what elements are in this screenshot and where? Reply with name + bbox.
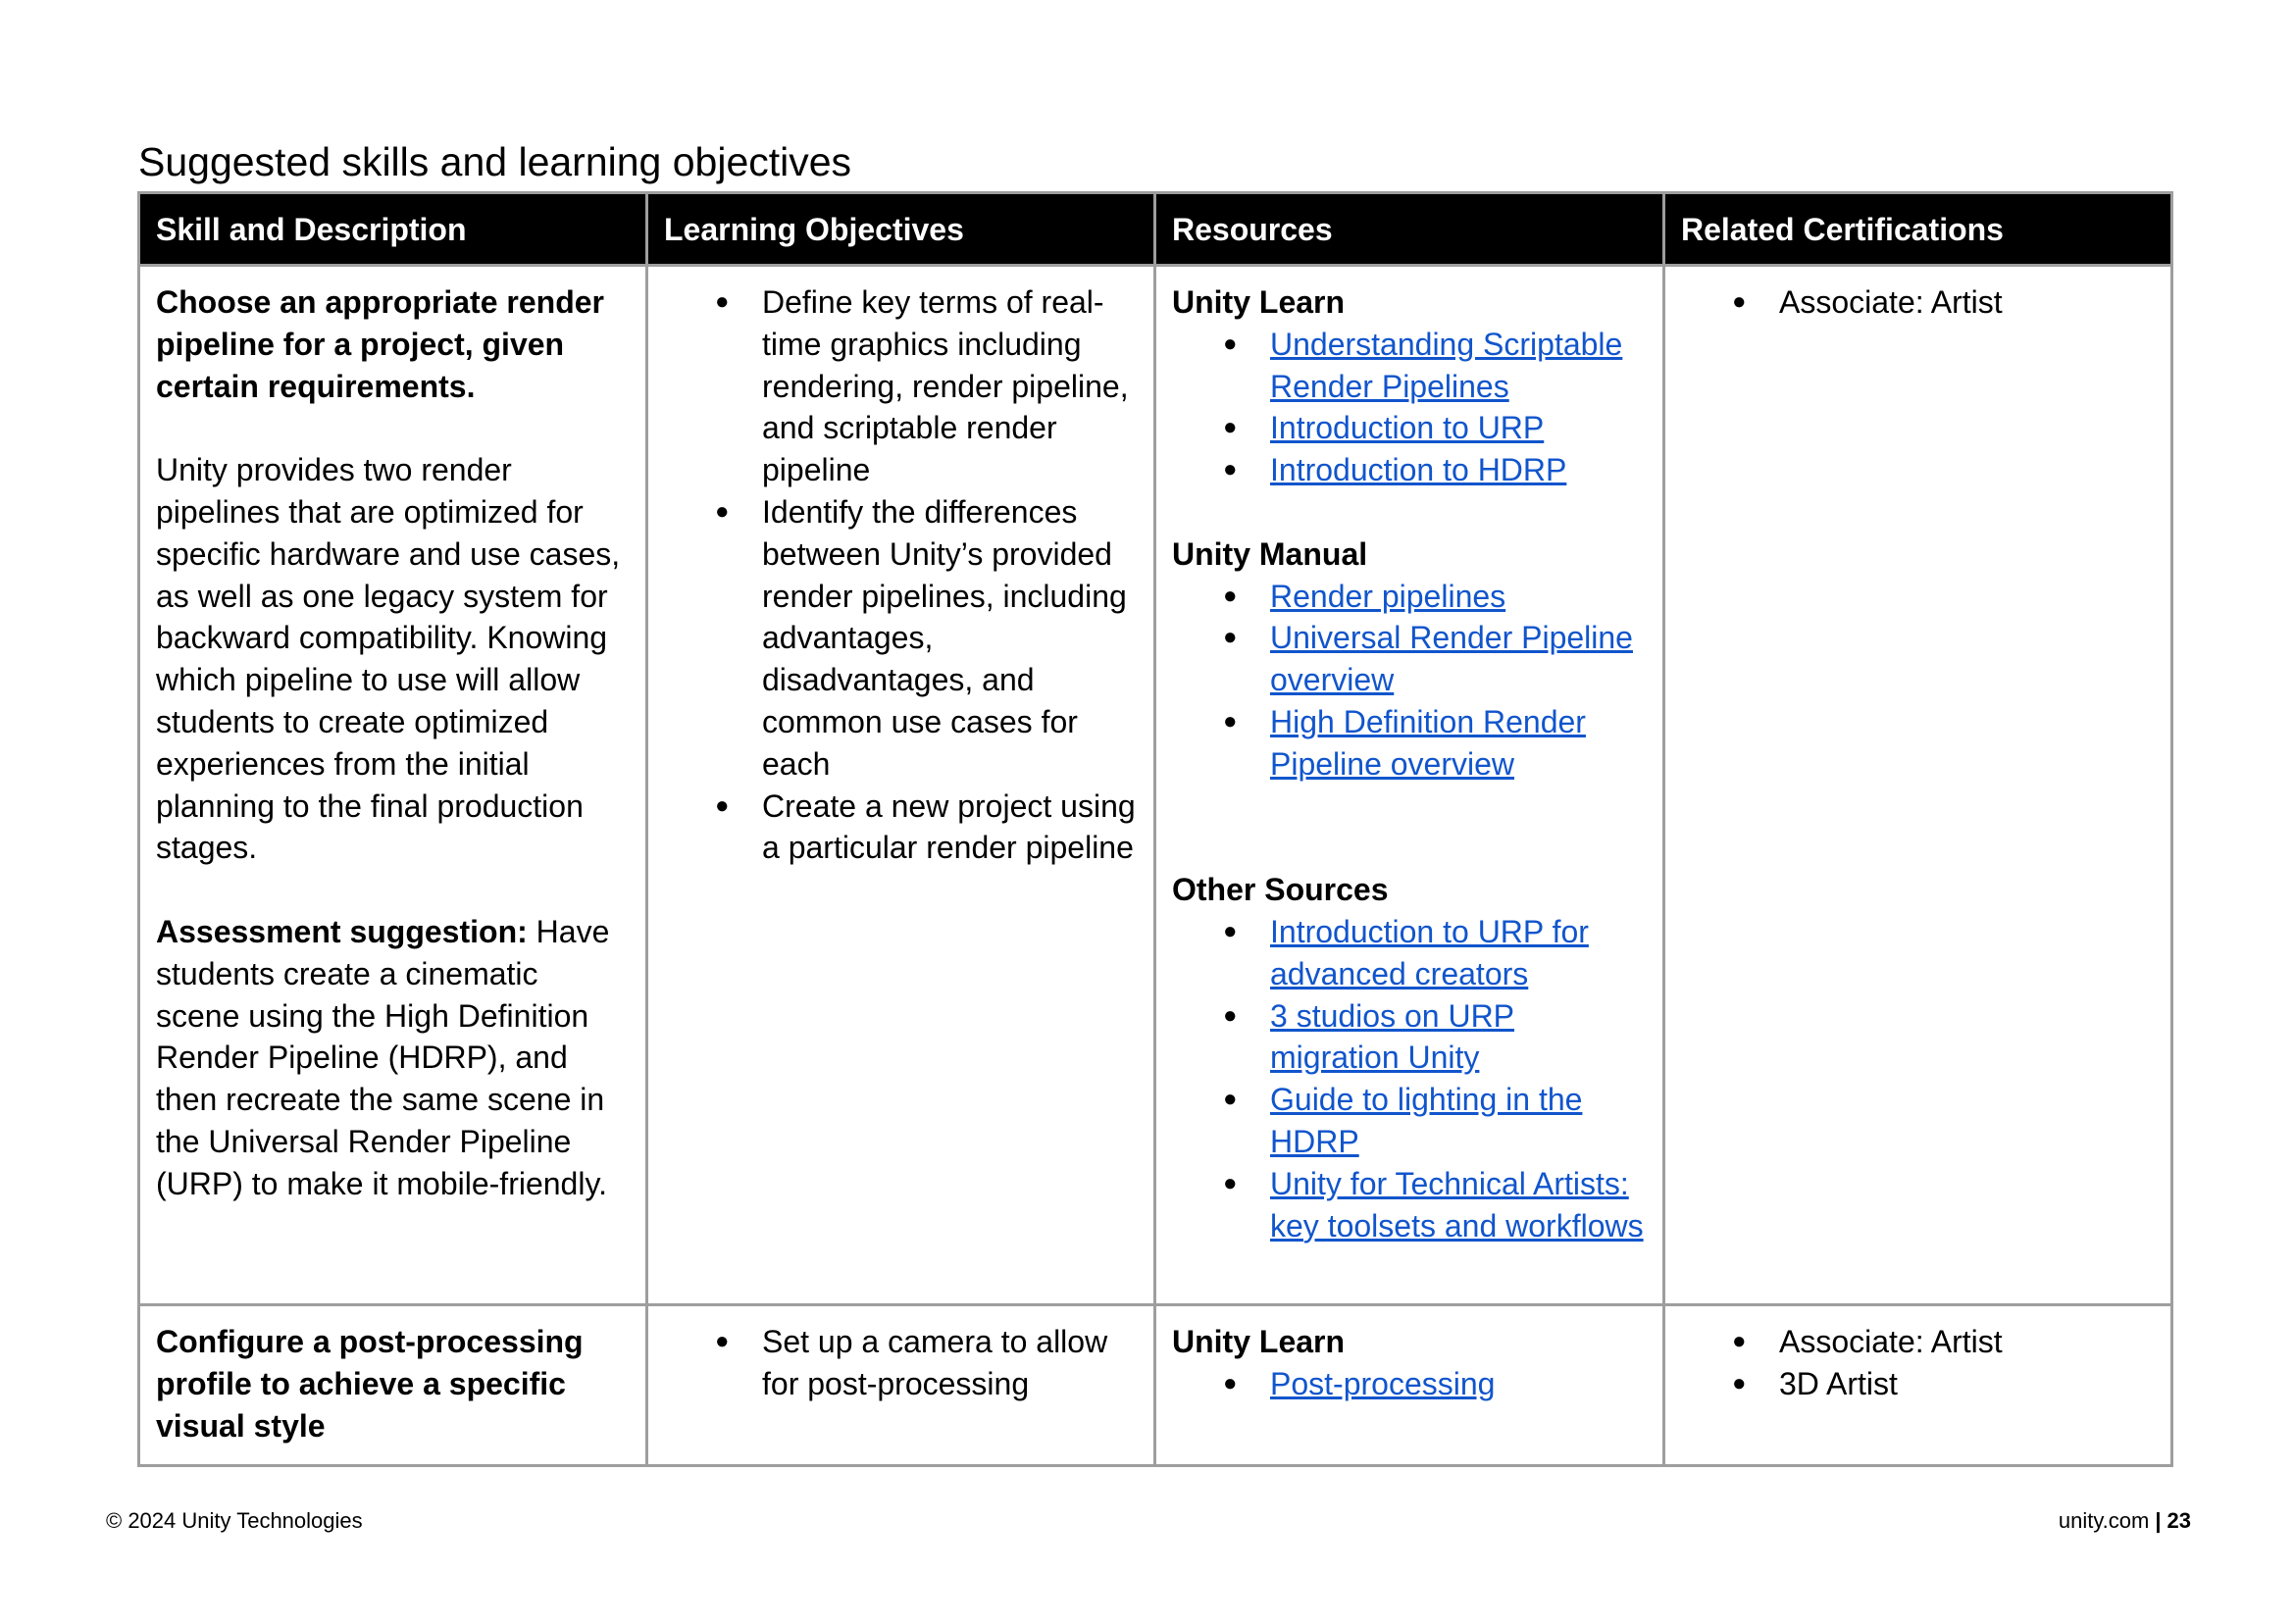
- column-header-resources: Resources: [1155, 193, 1664, 266]
- certification-item: ● 3D Artist: [1681, 1363, 2155, 1405]
- resource-heading-unity-learn: Unity Learn: [1172, 1324, 1346, 1359]
- resource-link[interactable]: Universal Render Pipeline overview: [1270, 620, 1633, 698]
- certification-item: ● Associate: Artist: [1681, 281, 2155, 324]
- resource-item: [1172, 1163, 1647, 1247]
- resource-item: [1172, 449, 1647, 491]
- objective-item: ● Set up a camera to allow for post-processing: [664, 1321, 1138, 1405]
- resource-item: [1172, 324, 1647, 408]
- resource-link[interactable]: Introduction to HDRP: [1270, 452, 1567, 488]
- certification-item: ● Associate: Artist: [1681, 1321, 2155, 1363]
- table-row: [139, 1305, 2172, 1466]
- objective-item: ● Identify the differences between Unity’s provided render pipelines, including advantages, disadvantages, and common use cases for each: [664, 491, 1138, 786]
- certifications-list: [1681, 281, 2155, 324]
- resource-heading-unity-learn: Unity Learn: [1172, 284, 1346, 320]
- resource-item: [1172, 701, 1647, 786]
- skill-title: Choose an appropriate render pipeline for a project, given certain requirements.: [156, 284, 604, 404]
- certifications-cell: [1664, 1305, 2172, 1466]
- resource-item: [1172, 995, 1647, 1080]
- table-header-row: [139, 193, 2172, 266]
- table-row: [139, 266, 2172, 1305]
- resource-list: [1172, 324, 1647, 491]
- assessment-text: Have students create a cinematic scene using the High Definition Render Pipeline (HDRP), and then recreate the same scene in the Universal Render Pipeline (URP) to make it mobile-friendly.: [156, 913, 610, 1201]
- resource-item: [1172, 1363, 1647, 1405]
- resource-item: [1172, 576, 1647, 618]
- resource-list: [1172, 576, 1647, 786]
- footer-separator: |: [2155, 1508, 2162, 1533]
- resource-link[interactable]: Render pipelines: [1270, 578, 1506, 614]
- column-header-skill: Skill and Description: [139, 193, 647, 266]
- resource-heading-other-sources: Other Sources: [1172, 872, 1389, 908]
- resource-link[interactable]: 3 studios on URP migration Unity: [1270, 997, 1515, 1076]
- resource-list: [1172, 911, 1647, 1246]
- skill-description: Unity provides two render pipelines that are optimized for specific hardware and use cases, as well as one legacy system for backward compatibility. Knowing which pipeline to use will allow students to create optimized experiences from the initial planning to the final production stages.: [156, 452, 621, 866]
- resource-link[interactable]: Guide to lighting in the HDRP: [1270, 1082, 1583, 1159]
- objective-item: ● Create a new project using a particular render pipeline: [664, 786, 1138, 870]
- objectives-cell: [647, 266, 1155, 1305]
- column-header-objectives: Learning Objectives: [647, 193, 1155, 266]
- objectives-list: [664, 281, 1138, 869]
- resource-item: [1172, 1079, 1647, 1163]
- footer-page-info: [2059, 1506, 2191, 1536]
- resource-item: [1172, 617, 1647, 701]
- resource-heading-unity-manual: Unity Manual: [1172, 535, 1368, 572]
- certifications-list: [1681, 1321, 2155, 1405]
- column-header-certifications: Related Certifications: [1664, 193, 2172, 266]
- resource-list: [1172, 1363, 1647, 1405]
- resource-link[interactable]: Introduction to URP: [1270, 410, 1545, 446]
- assessment-suggestion: [156, 911, 630, 1205]
- resource-link[interactable]: Understanding Scriptable Render Pipelines: [1270, 326, 1623, 404]
- skill-cell: [139, 266, 647, 1305]
- skill-title: Configure a post-processing profile to achieve a specific visual style: [156, 1324, 584, 1444]
- objectives-list: [664, 1321, 1138, 1405]
- assessment-label: Assessment suggestion:: [156, 913, 528, 949]
- resource-item: [1172, 407, 1647, 449]
- page-number: 23: [2167, 1508, 2191, 1533]
- section-title: Suggested skills and learning objectives: [138, 139, 852, 184]
- footer-copyright: © 2024 Unity Technologies: [106, 1508, 363, 1533]
- resource-link[interactable]: High Definition Render Pipeline overview: [1270, 703, 1586, 782]
- objective-item: ● Define key terms of real-time graphics including rendering, render pipeline, and scriptable render pipeline: [664, 281, 1138, 491]
- resource-link[interactable]: Post-processing: [1270, 1365, 1496, 1401]
- skill-cell: [139, 1305, 647, 1466]
- skills-table: [137, 191, 2173, 1467]
- certifications-cell: [1664, 266, 2172, 1305]
- resource-item: [1172, 911, 1647, 995]
- resources-cell: [1155, 1305, 1664, 1466]
- objectives-cell: [647, 1305, 1155, 1466]
- footer-site-link[interactable]: unity.com: [2058, 1508, 2150, 1533]
- resource-link[interactable]: Introduction to URP for advanced creators: [1270, 913, 1589, 991]
- resource-link[interactable]: Unity for Technical Artists: key toolsets and workflows: [1270, 1165, 1644, 1243]
- resources-cell: [1155, 266, 1664, 1305]
